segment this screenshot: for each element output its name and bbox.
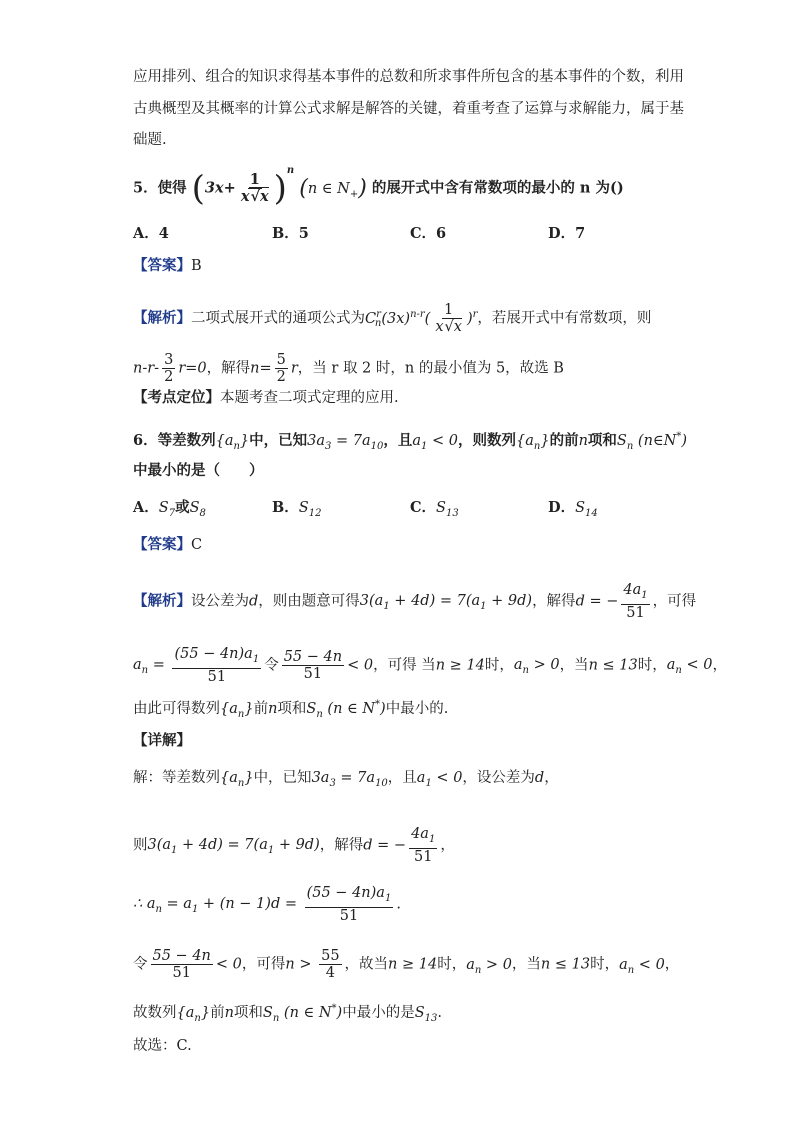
intro-line-2: 古典概型及其概率的计算公式求解是解答的关键，着重考查了运算与求解能力，属于基 — [133, 101, 684, 117]
q5-analysis-2: n-r- $\frac{3}{2}$ r=0，解得n= $\frac{5}{2}$ r，当 r 取 2 时，n 的最小值为 5，故选 B — [133, 352, 564, 385]
q5-formula-left-paren: ( — [191, 168, 205, 209]
q5-analysis-1: 【解析】二项式展开式的通项公式为$C^r_n(3x)^{n-r}$( $\frac{1}{x√x}$ )$^r$，若展开式中有常数项，则 — [133, 302, 652, 335]
q6-option-b: B．$S_{12}$ — [272, 499, 322, 519]
q6-final: 故选：C. — [133, 1038, 192, 1054]
q6-stem-2: 中最小的是（ ） — [133, 462, 264, 479]
q5-option-d: D．7 — [548, 225, 586, 242]
q6-option-c: C．$S_{13}$ — [410, 499, 459, 519]
q5-option-c: C．6 — [410, 225, 447, 242]
q5-condition: (n ∈ $N_+$) — [299, 175, 367, 201]
q6-analysis-2: $a_n$ = $\frac{(55 - 4n)a_1}{51}$ 令 $\frac{55 - 4n}{51}$ < 0，可得 当n ≥ 14时，$a_n > 0$，当n ≤ 13时，$a_n < 0$， — [133, 646, 727, 685]
q5-fraction: $\frac{1}{x√x}$ — [240, 171, 269, 205]
q6-detail-3: ∴ $a_n = a_1 + (n - 1)d$ = $\frac{(55 - 4n)a_1}{51}$ . — [133, 885, 401, 924]
q6-detail-2: 则$3(a_1 + 4d) = 7(a_1 + 9d)$，解得d = − $\frac{4a_1}{51}$ ， — [133, 826, 455, 865]
q6-detail-tag: 【详解】 — [133, 732, 191, 749]
q5-stem: 5．使得 (3x+ $\frac{1}{x√x}$ )$^n$ (n ∈ $N_+$) 的展开式中含有常数项的最小的 n 为() — [133, 164, 624, 209]
q6-option-a: A．$S_7$或$S_8$ — [133, 499, 206, 519]
q5-tail: 的展开式中含有常数项的最小的 n 为() — [371, 179, 624, 197]
q6-detail-1: 解：等差数列$\{a_n\}$中，已知$3a_3 = 7a_{10}$，且$a_1 < 0$，设公差为d， — [133, 770, 559, 789]
q5-answer: 【答案】B — [133, 257, 202, 274]
q5-option-a: A．4 — [133, 225, 169, 242]
q6-analysis-1: 【解析】设公差为d，则由题意可得$3(a_1 + 4d) = 7(a_1 + 9d)$，解得d = − $\frac{4a_1}{51}$ ，可得 — [133, 582, 697, 621]
q5-point: 【考点定位】本题考查二项式定理的应用. — [133, 389, 399, 406]
q6-detail-5: 故数列$\{a_n\}$前n项和$S_n$ (n ∈ N*)中最小的是$S_{13}$. — [133, 1003, 442, 1024]
q5-formula: 3x+ — [204, 179, 236, 197]
q5-number: 5．使得 — [133, 179, 187, 197]
q6-option-d: D．$S_{14}$ — [548, 499, 598, 519]
q6-answer: 【答案】C — [133, 536, 203, 553]
q6-analysis-3: 由此可得数列$\{a_n\}$前n项和$S_n$ (n ∈ N*)中最小的. — [133, 699, 449, 720]
q6-detail-4: 令 $\frac{55 - 4n}{51}$ < 0，可得n > $\frac{55}{4}$ ，故当n ≥ 14时，$a_n > 0$，当n ≤ 13时，$a_n < 0$， — [133, 948, 680, 981]
q5-option-b: B．5 — [272, 225, 309, 242]
intro-line-3: 础题. — [133, 132, 167, 148]
intro-line-1: 应用排列、组合的知识求得基本事件的总数和所求事件所包含的基本事件的个数，利用 — [133, 69, 684, 85]
q6-stem-1: 6．等差数列$\{a_n\}$中，已知$3a_3 = 7a_{10}$，且$a_1 < 0$，则数列$\{a_n\}$的前n项和$S_n$ (n∈N*) — [133, 431, 688, 452]
